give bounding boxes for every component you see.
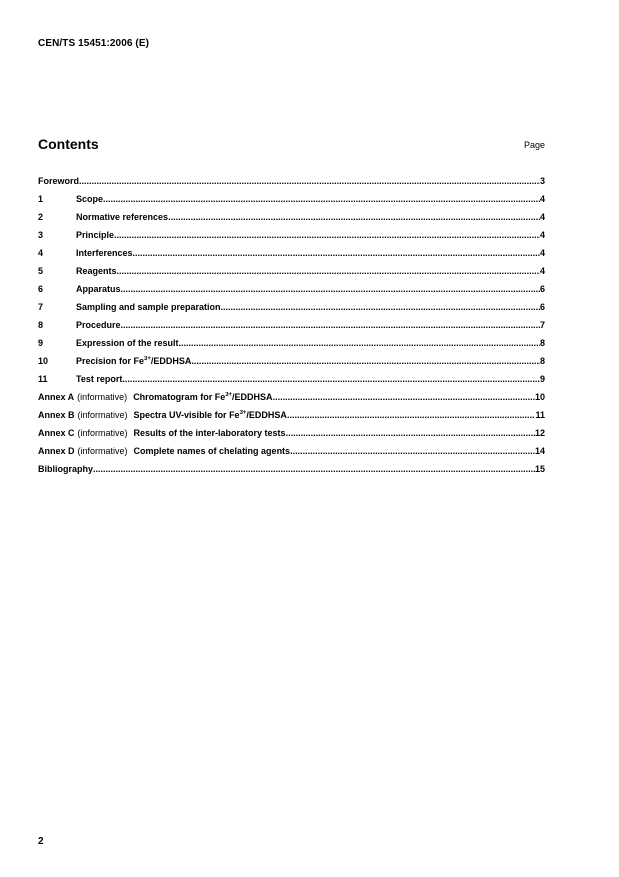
toc-dot-leader bbox=[221, 302, 540, 312]
toc-annex-status: (informative) bbox=[77, 410, 128, 420]
toc-entry-title-text: Bibliography bbox=[38, 464, 94, 474]
toc-entry-number: 6 bbox=[38, 284, 44, 294]
toc-dot-leader bbox=[114, 230, 540, 240]
toc-entry-number: 1 bbox=[38, 194, 44, 204]
toc-annex-label: Annex A bbox=[38, 392, 75, 402]
toc-entry-page: 4 bbox=[539, 230, 545, 240]
toc-annex-label: Annex B bbox=[38, 410, 75, 420]
toc-entry-title-text: Reagents bbox=[76, 266, 117, 276]
toc-entry-title-text: Results of the inter-laboratory tests bbox=[133, 428, 286, 438]
toc-entry-page: 8 bbox=[539, 356, 545, 366]
page-column-label: Page bbox=[523, 140, 545, 150]
toc-annex-status: (informative) bbox=[77, 446, 128, 456]
toc-entry-page: 12 bbox=[534, 428, 545, 438]
toc-entry-title bbox=[76, 374, 122, 384]
toc-dot-leader bbox=[103, 194, 540, 204]
page-number: 2 bbox=[38, 836, 44, 847]
toc-entry-title-text: Procedure bbox=[76, 320, 121, 330]
toc-entry-number: 3 bbox=[38, 230, 44, 240]
toc-entry-page: 14 bbox=[534, 446, 545, 456]
toc-entry-number: 10 bbox=[38, 356, 49, 366]
toc-entry-title-text: Interferences bbox=[76, 248, 133, 258]
toc-entry-number: 9 bbox=[38, 338, 44, 348]
toc-entry-title-suffix: /EDDHSA bbox=[150, 356, 192, 366]
toc-entry-page: 4 bbox=[539, 248, 545, 258]
toc-entry[interactable] bbox=[38, 428, 545, 446]
toc-entry-number: 2 bbox=[38, 212, 44, 222]
toc-dot-leader bbox=[79, 176, 540, 186]
toc-entry-page: 6 bbox=[539, 284, 545, 294]
toc-entry-title bbox=[134, 428, 286, 438]
toc-dot-leader bbox=[121, 284, 540, 294]
toc-entry[interactable] bbox=[38, 302, 545, 320]
toc-annex-status: (informative) bbox=[77, 428, 128, 438]
toc-entry-page: 4 bbox=[539, 212, 545, 222]
toc-entry[interactable] bbox=[38, 176, 545, 194]
toc-entry[interactable] bbox=[38, 374, 545, 392]
toc-entry-page: 3 bbox=[539, 176, 545, 186]
toc-entry-title bbox=[76, 230, 114, 240]
toc-entry[interactable] bbox=[38, 410, 545, 428]
toc-entry-title bbox=[133, 392, 272, 402]
toc-entry-page: 7 bbox=[539, 320, 545, 330]
toc-annex-label: Annex C bbox=[38, 428, 75, 438]
toc-dot-leader bbox=[273, 392, 535, 402]
toc-entry-number: 7 bbox=[38, 302, 44, 312]
toc-entry-title-text: Complete names of chelating agents bbox=[133, 446, 291, 456]
toc-dot-leader bbox=[191, 356, 540, 366]
toc-entry-number: 11 bbox=[38, 374, 48, 384]
toc-dot-leader bbox=[286, 428, 535, 438]
toc-entry[interactable] bbox=[38, 338, 545, 356]
toc-dot-leader bbox=[121, 320, 540, 330]
toc-entry-title-text: Normative references bbox=[76, 212, 169, 222]
toc-entry-page: 10 bbox=[534, 392, 545, 402]
toc-entry-page: 4 bbox=[539, 266, 545, 276]
toc-entry[interactable] bbox=[38, 356, 545, 374]
toc-entry[interactable] bbox=[38, 284, 545, 302]
toc-entry-title-suffix: /EDDHSA bbox=[232, 392, 273, 402]
toc-entry-title bbox=[134, 446, 291, 456]
toc-entry[interactable] bbox=[38, 446, 545, 464]
toc-dot-leader bbox=[168, 212, 540, 222]
toc-entry-number: 8 bbox=[38, 320, 44, 330]
toc-entry-title bbox=[76, 212, 168, 222]
toc-entry-number: 5 bbox=[38, 266, 44, 276]
toc-entry-title-text: Scope bbox=[76, 194, 104, 204]
toc-entry-title-text: Precision for Fe bbox=[76, 356, 145, 366]
toc-entry-title-text: Sampling and sample preparation bbox=[76, 302, 221, 312]
toc-entry[interactable] bbox=[38, 212, 545, 230]
toc-entry-title bbox=[76, 320, 121, 330]
toc-entry[interactable] bbox=[38, 230, 545, 248]
toc-entry[interactable] bbox=[38, 266, 545, 284]
toc-dot-leader bbox=[290, 446, 535, 456]
table-of-contents bbox=[38, 176, 545, 482]
toc-entry-title bbox=[76, 284, 121, 294]
toc-entry-title bbox=[134, 410, 287, 420]
toc-entry-title bbox=[76, 194, 103, 204]
toc-dot-leader bbox=[117, 266, 540, 276]
toc-entry-superscript: 3+ bbox=[225, 392, 233, 398]
toc-entry-page: 6 bbox=[539, 302, 545, 312]
toc-entry[interactable] bbox=[38, 320, 545, 338]
toc-entry-superscript: 3+ bbox=[144, 356, 151, 362]
toc-entry-page: 8 bbox=[539, 338, 545, 348]
toc-dot-leader bbox=[93, 464, 535, 474]
toc-entry-title bbox=[76, 266, 117, 276]
toc-entry-title bbox=[76, 338, 179, 348]
toc-entry-superscript: 3+ bbox=[239, 410, 247, 416]
toc-annex-status: (informative) bbox=[77, 392, 128, 402]
toc-entry[interactable] bbox=[38, 392, 545, 410]
toc-entry-page: 4 bbox=[539, 194, 545, 204]
toc-entry-page: 9 bbox=[539, 374, 545, 384]
toc-entry-title bbox=[76, 302, 221, 312]
toc-entry-title-text: Test report bbox=[76, 374, 123, 384]
toc-entry-page: 11 bbox=[535, 410, 545, 420]
toc-dot-leader bbox=[179, 338, 540, 348]
toc-entry-title-text: Foreword bbox=[38, 176, 80, 186]
toc-entry-title bbox=[38, 176, 79, 186]
toc-entry-title-text: Principle bbox=[76, 230, 115, 240]
toc-entry-title-text: Apparatus bbox=[76, 284, 121, 294]
toc-entry-title-suffix: /EDDHSA bbox=[246, 410, 287, 420]
toc-dot-leader bbox=[133, 248, 540, 258]
toc-entry-title bbox=[38, 464, 93, 474]
toc-entry-number: 4 bbox=[38, 248, 44, 258]
toc-entry-title-text: Spectra UV-visible for Fe bbox=[133, 410, 240, 420]
toc-entry-title bbox=[76, 248, 133, 258]
toc-entry[interactable] bbox=[38, 464, 545, 482]
toc-dot-leader bbox=[122, 374, 540, 384]
toc-entry-page: 15 bbox=[534, 464, 545, 474]
toc-dot-leader bbox=[287, 410, 536, 420]
toc-entry[interactable] bbox=[38, 194, 545, 212]
document-header: CEN/TS 15451:2006 (E) bbox=[38, 38, 150, 49]
toc-entry-title-text: Chromatogram for Fe bbox=[133, 392, 226, 402]
toc-entry[interactable] bbox=[38, 248, 545, 266]
toc-entry-title-text: Expression of the result bbox=[76, 338, 179, 348]
toc-entry-title bbox=[76, 356, 191, 366]
toc-annex-label: Annex D bbox=[38, 446, 75, 456]
page-title: Contents bbox=[38, 136, 99, 152]
